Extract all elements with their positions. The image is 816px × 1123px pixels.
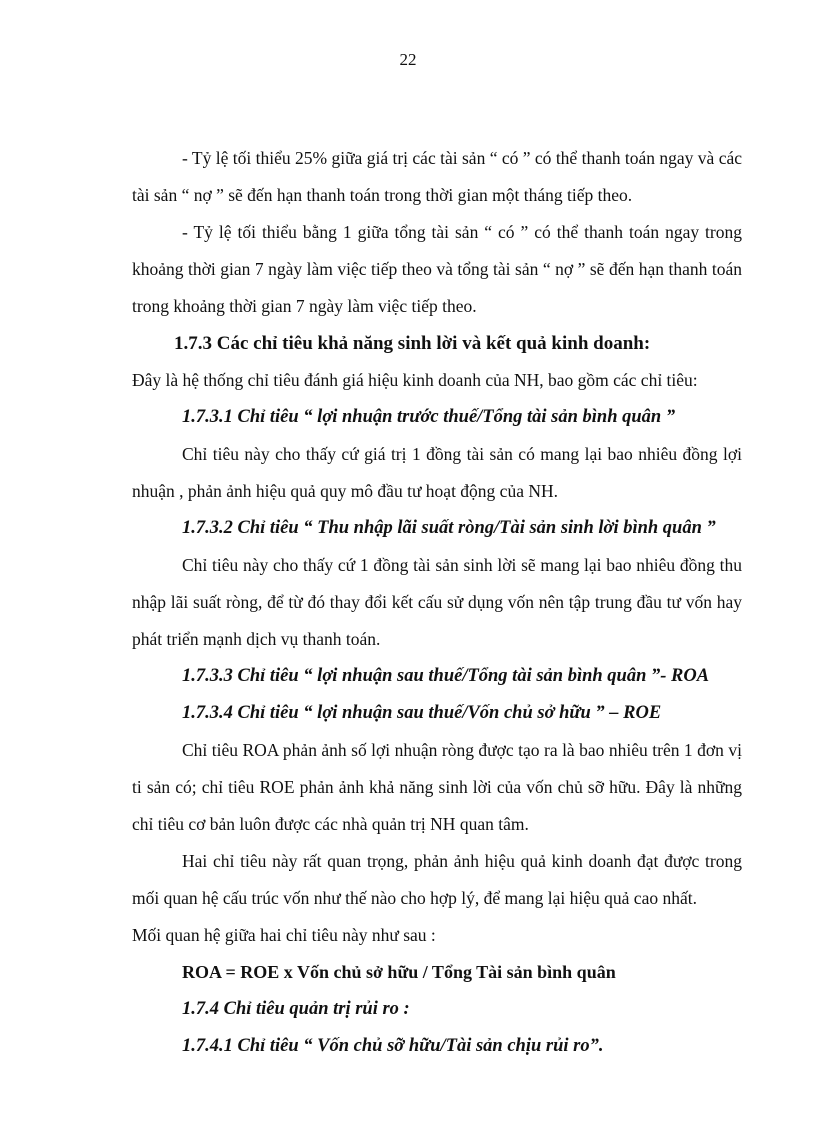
formula-roa: ROA = ROE x Vốn chủ sở hữu / Tổng Tài sản bình quân xyxy=(182,962,616,982)
heading-1-7-3: 1.7.3 Các chỉ tiêu khả năng sinh lời và kết quả kinh doanh: xyxy=(174,333,651,354)
heading-1-7-3-1: 1.7.3.1 Chỉ tiêu “ lợi nhuận trước thuế/Tổng tài sản bình quân ” xyxy=(182,407,676,427)
paragraph-1-7-3-2: Chỉ tiêu này cho thấy cứ 1 đồng tài sản sinh lời sẽ mang lại bao nhiêu đồng thu nhập lãi suất ròng, để từ đó thay đổi kết cấu sử dụng vốn nên tập trung đầu tư vốn hay phát triển mạnh dịch vụ thanh toán. xyxy=(132,555,742,649)
paragraph-roa-roe: Chỉ tiêu ROA phản ảnh số lợi nhuận ròng được tạo ra là bao nhiêu trên 1 đơn vị ti sản có; chỉ tiêu ROE phản ảnh khả năng sinh lời của vốn chủ sỡ hữu. Đây là những chỉ tiêu cơ bản luôn được các nhà quản trị NH quan tâm. xyxy=(132,740,742,834)
document-body xyxy=(132,140,742,1065)
heading-1-7-3-2: 1.7.3.2 Chỉ tiêu “ Thu nhập lãi suất ròng/Tài sản sinh lời bình quân ” xyxy=(182,518,716,538)
heading-1-7-4: 1.7.4 Chỉ tiêu quản trị rủi ro : xyxy=(182,999,410,1019)
paragraph-relation: Hai chỉ tiêu này rất quan trọng, phản ảnh hiệu quả kinh doanh đạt được trong mối quan hệ cấu trúc vốn như thế nào cho hợp lý, để mang lại hiệu quả cao nhất. xyxy=(132,851,742,908)
paragraph-relation-intro: Mối quan hệ giữa hai chỉ tiêu này như sau : xyxy=(132,925,436,945)
heading-1-7-4-1: 1.7.4.1 Chỉ tiêu “ Vốn chủ sỡ hữu/Tài sản chịu rủi ro”. xyxy=(182,1036,604,1056)
heading-1-7-3-3: 1.7.3.3 Chỉ tiêu “ lợi nhuận sau thuế/Tổng tài sản bình quân ”- ROA xyxy=(182,666,710,686)
heading-1-7-3-4: 1.7.3.4 Chỉ tiêu “ lợi nhuận sau thuế/Vốn chủ sở hữu ” – ROE xyxy=(182,703,662,723)
paragraph-1-7-3-1: Chỉ tiêu này cho thấy cứ giá trị 1 đồng tài sản có mang lại bao nhiêu đồng lợi nhuận , phản ảnh hiệu quả quy mô đầu tư hoạt động của NH. xyxy=(132,444,742,501)
paragraph-liquidity-25: - Tỷ lệ tối thiểu 25% giữa giá trị các tài sản “ có ” có thể thanh toán ngay và các tài sản “ nợ ” sẽ đến hạn thanh toán trong thời gian một tháng tiếp theo. xyxy=(132,148,742,205)
page-number: 22 xyxy=(399,50,417,69)
paragraph-liquidity-ratio-1: - Tỷ lệ tối thiểu bằng 1 giữa tổng tài sản “ có ” có thể thanh toán ngay trong khoảng thời gian 7 ngày làm việc tiếp theo và tổng tài sản “ nợ ” sẽ đến hạn thanh toán trong khoảng thời gian 7 ngày làm việc tiếp theo. xyxy=(132,222,742,316)
paragraph-1-7-3-intro: Đây là hệ thống chỉ tiêu đánh giá hiệu kinh doanh của NH, bao gồm các chỉ tiêu: xyxy=(132,370,698,390)
